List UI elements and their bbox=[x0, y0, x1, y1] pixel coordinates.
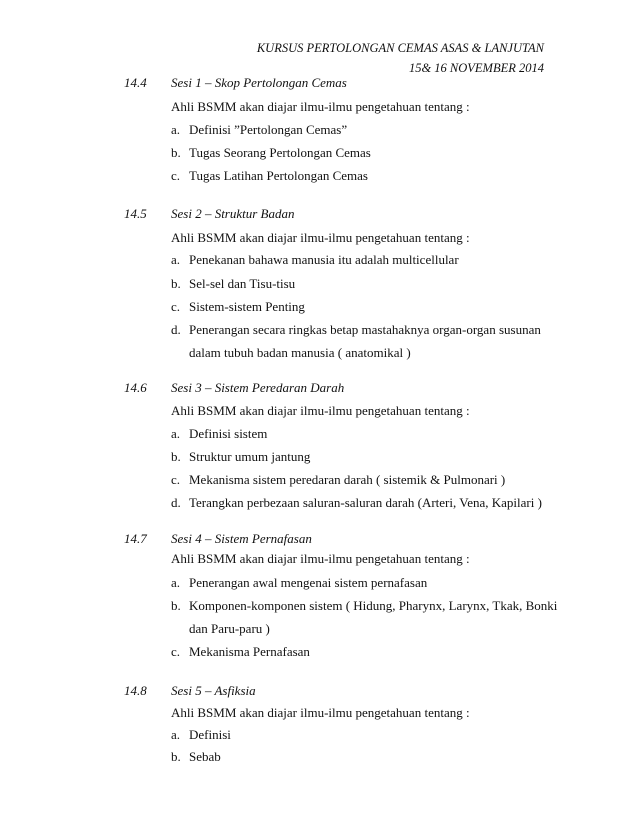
list-text: Tugas Seorang Pertolongan Cemas bbox=[189, 145, 371, 160]
list-item bbox=[171, 749, 221, 765]
section-intro: Ahli BSMM akan diajar ilmu-ilmu pengetahuan tentang : bbox=[171, 551, 470, 566]
list-item bbox=[171, 472, 505, 488]
list-text: Definisi sistem bbox=[189, 426, 268, 441]
section-title: Sesi 5 – Asfiksia bbox=[171, 683, 256, 698]
list-item bbox=[171, 122, 347, 138]
list-text: Mekanisma sistem peredaran darah ( sistemik & Pulmonari ) bbox=[189, 472, 506, 487]
list-text: Definisi bbox=[189, 727, 231, 742]
section-title: Sesi 2 – Struktur Badan bbox=[171, 206, 295, 221]
list-letter: a. bbox=[171, 426, 181, 441]
section-number: 14.6 bbox=[124, 380, 147, 395]
list-item bbox=[171, 449, 310, 465]
list-letter: a. bbox=[171, 252, 181, 267]
list-item bbox=[171, 598, 557, 614]
section-title: Sesi 3 – Sistem Peredaran Darah bbox=[171, 380, 345, 395]
list-letter: d. bbox=[171, 495, 181, 510]
list-continuation: dalam tubuh badan manusia ( anatomikal ) bbox=[189, 345, 411, 360]
list-item bbox=[171, 575, 427, 591]
section-title: Sesi 4 – Sistem Pernafasan bbox=[171, 531, 312, 546]
list-text: Sel-sel dan Tisu-tisu bbox=[189, 276, 296, 291]
list-item bbox=[171, 299, 305, 315]
section-intro: Ahli BSMM akan diajar ilmu-ilmu pengetahuan tentang : bbox=[171, 230, 470, 245]
list-text: Terangkan perbezaan saluran-saluran darah (Arteri, Vena, Kapilari ) bbox=[189, 495, 542, 510]
list-letter: a. bbox=[171, 575, 181, 590]
list-text: Mekanisma Pernafasan bbox=[189, 644, 310, 659]
list-text: Komponen-komponen sistem ( Hidung, Pharynx, Larynx, Tkak, Bonki bbox=[189, 598, 558, 613]
section-number: 14.5 bbox=[124, 206, 147, 221]
list-text: Sistem-sistem Penting bbox=[189, 299, 305, 314]
list-item bbox=[171, 252, 459, 268]
list-text: Tugas Latihan Pertolongan Cemas bbox=[189, 168, 368, 183]
section-number: 14.8 bbox=[124, 683, 147, 698]
list-letter: c. bbox=[171, 168, 181, 183]
list-item bbox=[171, 276, 295, 292]
section-intro: Ahli BSMM akan diajar ilmu-ilmu pengetahuan tentang : bbox=[171, 99, 470, 114]
list-item bbox=[171, 644, 310, 660]
list-text: Definisi ”Pertolongan Cemas” bbox=[189, 122, 348, 137]
list-letter: b. bbox=[171, 749, 181, 764]
list-letter: b. bbox=[171, 145, 181, 160]
list-letter: d. bbox=[171, 322, 181, 337]
section-number: 14.4 bbox=[124, 75, 147, 90]
list-text: Penekanan bahawa manusia itu adalah multicellular bbox=[189, 252, 459, 267]
list-item bbox=[171, 426, 267, 442]
list-text: Penerangan awal mengenai sistem pernafasan bbox=[189, 575, 428, 590]
header-date: 15& 16 NOVEMBER 2014 bbox=[408, 61, 544, 75]
header-course-title: KURSUS PERTOLONGAN CEMAS ASAS & LANJUTAN bbox=[256, 41, 544, 55]
list-letter: b. bbox=[171, 598, 181, 613]
list-item bbox=[171, 495, 542, 511]
list-text: Penerangan secara ringkas betap mastahaknya organ-organ susunan bbox=[189, 322, 541, 337]
list-letter: b. bbox=[171, 276, 181, 291]
section-number: 14.7 bbox=[124, 531, 147, 546]
list-letter: c. bbox=[171, 644, 181, 659]
section-title: Sesi 1 – Skop Pertolongan Cemas bbox=[171, 75, 347, 90]
list-letter: c. bbox=[171, 472, 181, 487]
list-item bbox=[171, 168, 368, 184]
list-item bbox=[171, 322, 541, 338]
section-intro: Ahli BSMM akan diajar ilmu-ilmu pengetahuan tentang : bbox=[171, 705, 470, 720]
section-intro: Ahli BSMM akan diajar ilmu-ilmu pengetahuan tentang : bbox=[171, 403, 470, 418]
list-letter: a. bbox=[171, 727, 181, 742]
list-letter: c. bbox=[171, 299, 181, 314]
list-item bbox=[171, 727, 231, 743]
list-letter: a. bbox=[171, 122, 181, 137]
list-text: Sebab bbox=[189, 749, 221, 764]
list-item bbox=[171, 145, 371, 161]
list-letter: b. bbox=[171, 449, 181, 464]
list-continuation: dan Paru-paru ) bbox=[189, 621, 270, 636]
list-text: Struktur umum jantung bbox=[189, 449, 311, 464]
